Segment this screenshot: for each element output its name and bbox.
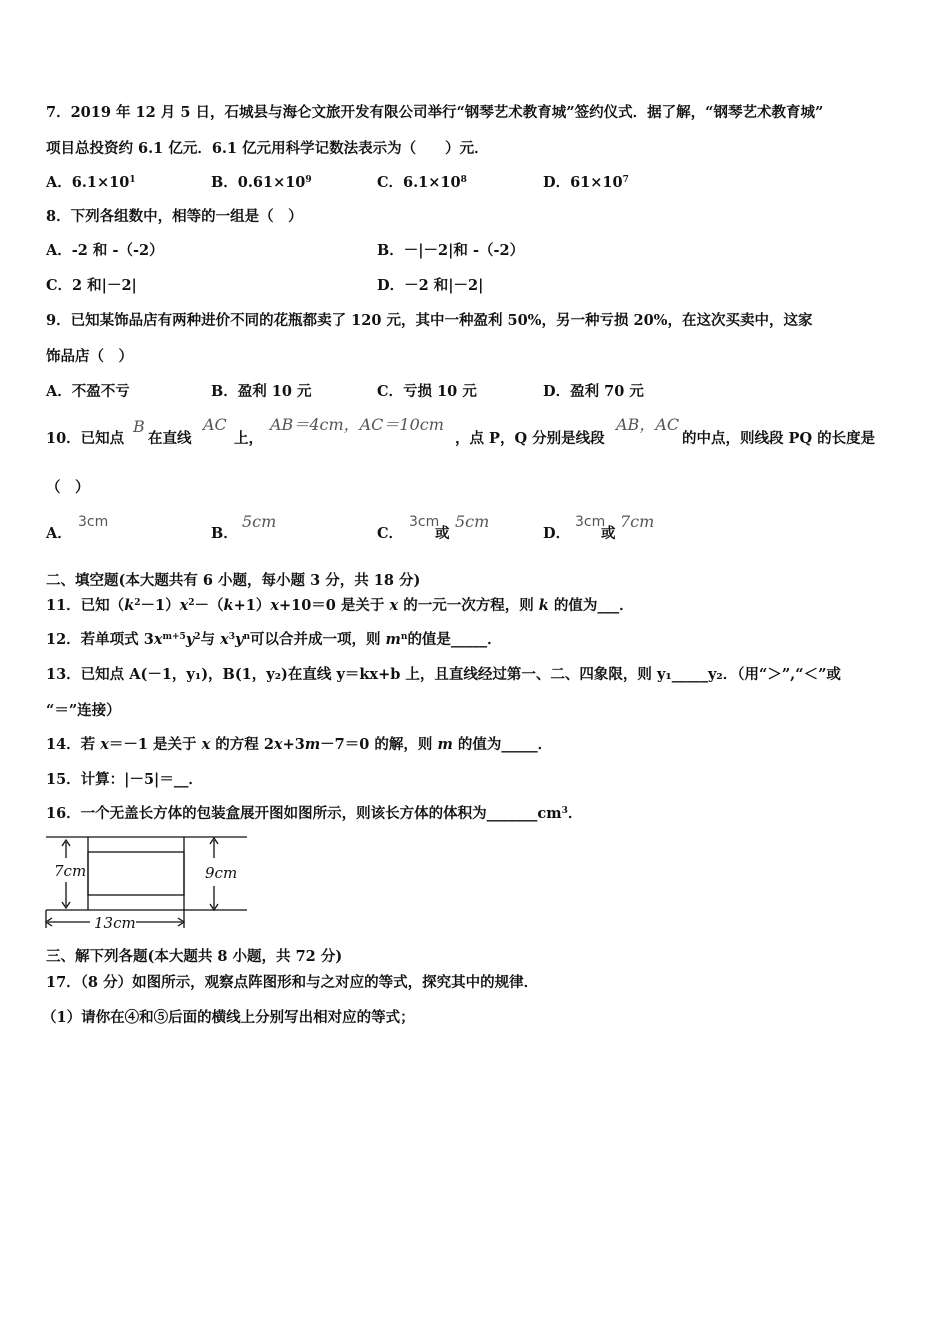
q10-shang: 上， [234,430,263,447]
q10-option-b-value: 5cm [242,512,277,531]
q10-option-c-label: C． [377,525,404,542]
fig-label-9cm: 9cm [205,864,238,882]
q16-unfolded-box-figure [42,830,252,934]
q10-option-a-label: A． [46,525,72,542]
q7-stem-line2: 项目总投资约 6.1 亿元．6.1 亿元用科学记数法表示为（ ）元． [46,140,489,157]
q10-prefix: 10．已知点 [46,430,125,447]
fig-inner-rect [88,852,184,895]
q16-stem: 16．一个无盖长方体的包装盒展开图如图所示，则该长方体的体积为$\_\_\_\_\_\_\_cm^3$． [46,805,583,822]
q10-option-a-value: 3cm [78,514,109,530]
q10-option-d-value2: 7cm [620,512,655,531]
q9-stem-line2: 饰品店（ ） [46,348,133,365]
q8-option-b: B．－|－2|和 -（-2） [377,242,525,259]
q13-stem-line1: 13．已知点 A(－1，y₁)，B(1，y₂)在直线 y＝kx+b 上，且直线经过第一、二、四象限，则 y₁_____y₂．（用“＞”,“＜”或 [46,666,841,683]
q17-subquestion-1: （1）请你在④和⑤后面的横线上分别写出相对应的等式； [42,1009,415,1026]
q7-option-a: A．$6.1\times 10^1$ [46,174,136,191]
section-2-heading: 二、填空题(本大题共有 6 小题，每小题 3 分，共 18 分) [46,572,421,589]
q10-option-c-value2: 5cm [455,512,490,531]
q10-paren: （ ） [46,479,90,496]
q10-on-line: 在直线 [148,430,192,447]
q7-option-d: D．$61\times 10^7$ [543,174,629,191]
fig-label-13cm: 13cm [94,914,136,932]
q7-option-c: C．$6.1\times 10^8$ [377,174,467,191]
q10-option-d-or: 或 [601,525,616,542]
q8-stem: 8．下列各组数中，相等的一组是（ ） [46,208,303,225]
q9-option-d: D．盈利 70 元 [543,383,644,400]
q9-option-a: A．不盈不亏 [46,383,130,400]
q7-option-b: B．$0.61\times 10^9$ [211,174,312,191]
q9-option-c: C．亏损 10 元 [377,383,477,400]
q15-stem: 15．计算：|－5|＝__． [46,771,203,788]
q13-stem-line2: “＝”连接） [46,702,121,719]
q14-stem: 14．若 x＝－1 是关于 x 的方程 2x+3m－7＝0 的解，则 m 的值为_____． [46,736,553,753]
q9-stem-line1: 9．已知某饰品店有两种进价不同的花瓶都卖了 120 元，其中一种盈利 50%，另一种亏损 20%，在这次买卖中，这家 [46,312,813,329]
q10-option-c-value1: 3cm [409,514,440,530]
q8-option-d: D．－2 和|－2| [377,277,484,294]
q7-stem-line1: 7．2019 年 12 月 5 日，石城县与海仑文旅开发有限公司举行“钢琴艺术教育城”签约仪式．据了解，“钢琴艺术教育城” [46,104,824,121]
q10-tail: 的中点，则线段 PQ 的长度是 [682,430,876,447]
q11-stem: 11．已知$(k^2-1)x^2-(k+1)x+10=0$ 是关于 x 的一元一次方程，则 k 的值为___． [46,597,634,614]
q10-given: AB＝4cm，AC＝10cm [270,415,444,434]
q10-option-d-value1: 3cm [575,514,606,530]
q10-option-c-or: 或 [435,525,450,542]
q10-mid-text: ，点 P，Q 分别是线段 [455,430,605,447]
q10-line-ac: AC [203,415,227,434]
q9-option-b: B．盈利 10 元 [211,383,312,400]
q17-stem: 17．（8 分）如图所示，观察点阵图形和与之对应的等式，探究其中的规律． [46,974,539,991]
q10-option-b-label: B． [211,525,238,542]
q10-option-d-label: D． [543,525,571,542]
q8-option-a: A．-2 和 -（-2） [46,242,164,259]
fig-label-7cm: 7cm [54,862,87,880]
q10-segments: AB，AC [616,415,680,434]
q12-stem: 12．若单项式 $3x^{m+5}y^2$与 $x^3y^n$可以合并成一项，则 $m^n$的值是_____． [46,631,502,648]
q10-point-b: B [133,417,145,436]
q8-option-c: C．2 和|－2| [46,277,137,294]
section-3-heading: 三、解下列各题(本大题共 8 小题，共 72 分) [46,948,343,965]
